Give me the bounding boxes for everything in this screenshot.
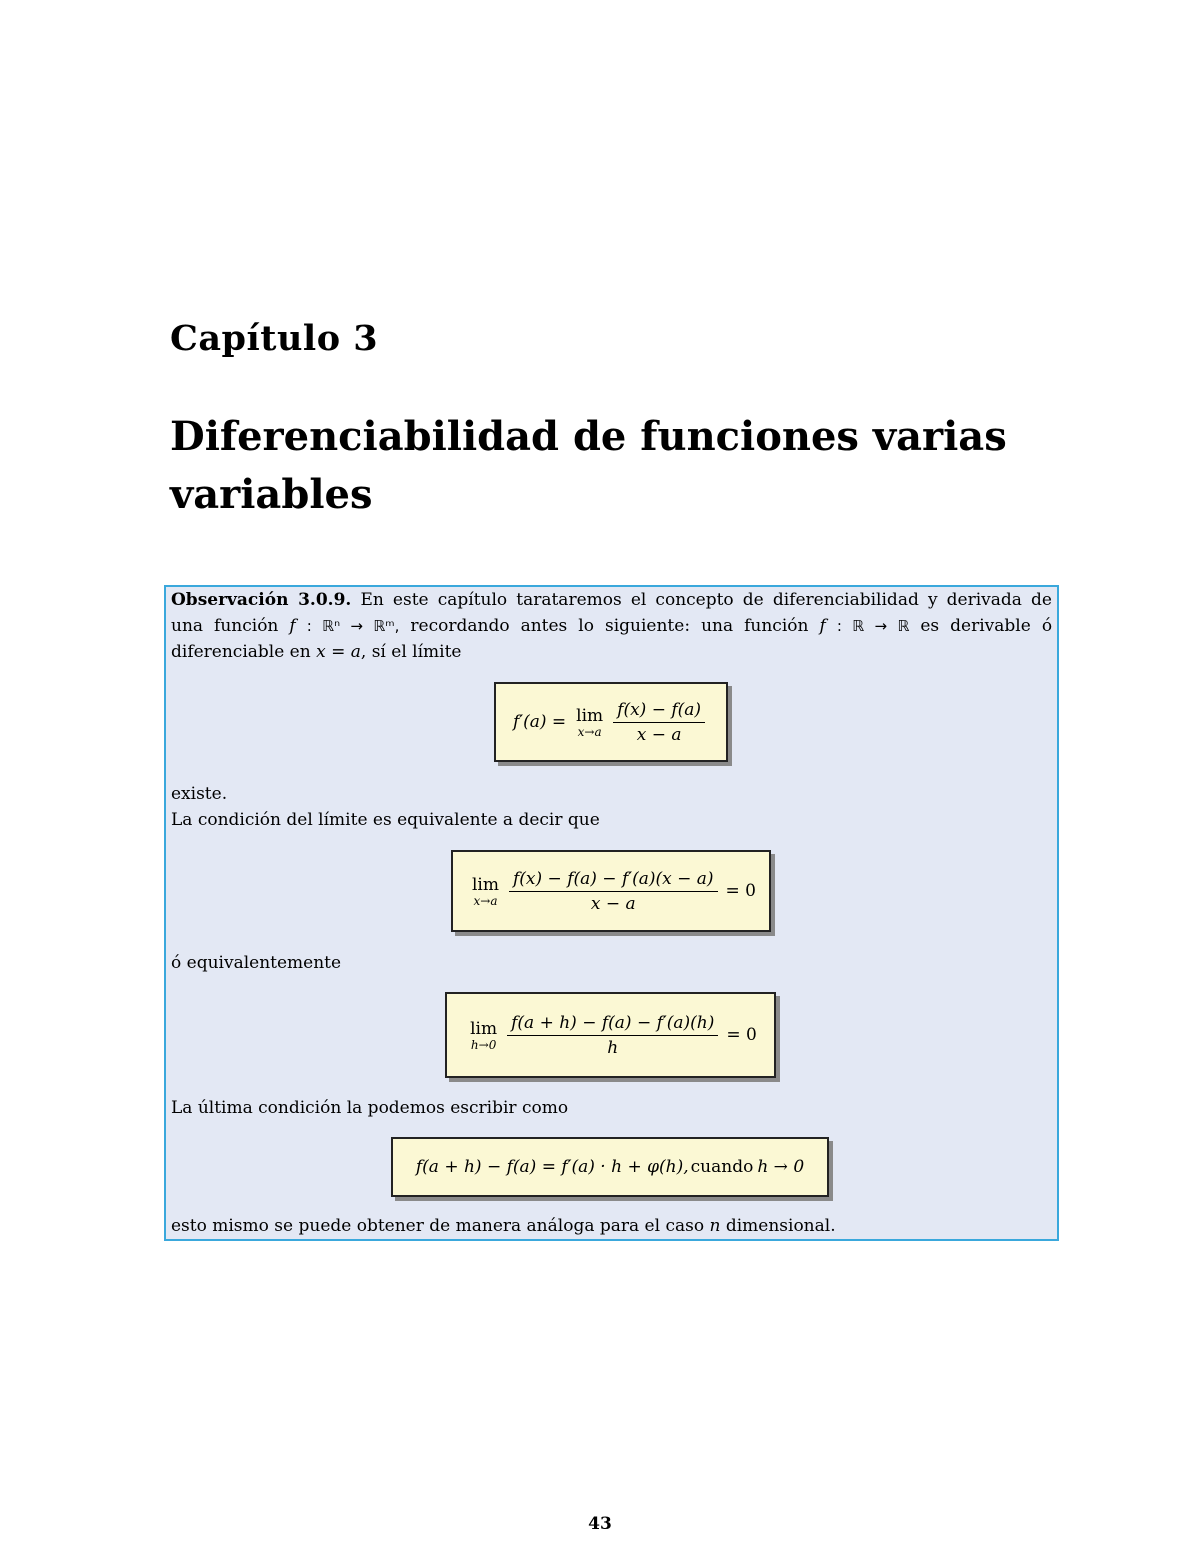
formula1-numerator: f(x) − f(a) [613,700,705,723]
observation-heading: Observación 3.0.9. [171,590,352,610]
formula2-limit [472,875,499,907]
formula-increment [391,1137,829,1197]
observation-box [164,585,1059,1241]
formula3-numerator: f(a + h) − f(a) − f′(a)(h) [507,1013,718,1036]
formula2-lim-sub: x→a [473,894,498,908]
intro-2a: una función [171,616,279,636]
formula1-fraction [613,700,705,745]
text-closing [171,1213,836,1239]
formula4-expression: f(a + h) − f(a) = f′(a) · h + φ(h), [415,1157,689,1177]
formula1-limit [576,706,603,738]
formula2-lim-word: lim [472,875,499,895]
formula3-lim-word: lim [470,1019,498,1039]
formula2-denominator: x − a [590,893,636,914]
closing-a: esto mismo se puede obtener de manera análoga para el caso [171,1216,705,1236]
chapter-title: Diferenciabilidad de funciones varias variables [170,413,1007,518]
intro-2c: es derivable ó [920,616,1053,636]
formula3-limit [470,1019,497,1051]
formula2-rhs: = 0 [725,881,756,901]
formula-derivative-definition [494,682,728,762]
formula3-fraction [507,1013,718,1058]
formula2-fraction [509,869,718,914]
text-equivalentemente: ó equivalentemente [171,953,342,973]
formula3-lim-sub: h→0 [470,1038,497,1052]
intro-2b: recordando antes lo siguiente: una función [410,616,809,636]
page-number: 43 [588,1514,612,1534]
formula2-numerator: f(x) − f(a) − f′(a)(x − a) [509,869,718,892]
formula-limit-h [445,992,776,1078]
intro-3a: diferenciable en [171,642,311,662]
math-map-r-r: : ℝ → ℝ [836,617,910,635]
math-map-rn-rm: : ℝⁿ → ℝᵐ, [306,617,400,635]
formula1-denominator: x − a [636,724,682,745]
text-ultima: La última condición la podemos escribir como [171,1098,569,1118]
formula3-rhs: = 0 [726,1025,757,1045]
closing-b: dimensional. [725,1216,836,1236]
formula1-lim-sub: x→a [577,725,602,739]
math-f-2: f [819,616,826,636]
formula4-condition: h → 0 [757,1157,805,1177]
formula4-cuando: cuando [690,1157,754,1177]
chapter-label: Capítulo 3 [170,318,379,359]
formula3-denominator: h [607,1037,619,1058]
math-n: n [709,1216,721,1236]
intro-3b: , sí el límite [360,642,462,662]
observation-line-3 [171,639,462,665]
text-existe: existe. [171,784,228,804]
math-x-eq-a: x = a [316,642,361,662]
observation-intro-1: En este capítulo tarataremos el concepto de diferenciabilidad y derivada de [360,590,1052,610]
text-condicion: La condición del límite es equivalente a decir que [171,810,600,830]
formula-limit-condition [451,850,771,932]
formula1-lhs: f′(a) = [512,712,567,732]
math-f: f [289,616,296,636]
observation-line-2 [171,613,1052,639]
formula1-lim-word: lim [576,706,604,726]
observation-line-1 [171,587,1052,613]
